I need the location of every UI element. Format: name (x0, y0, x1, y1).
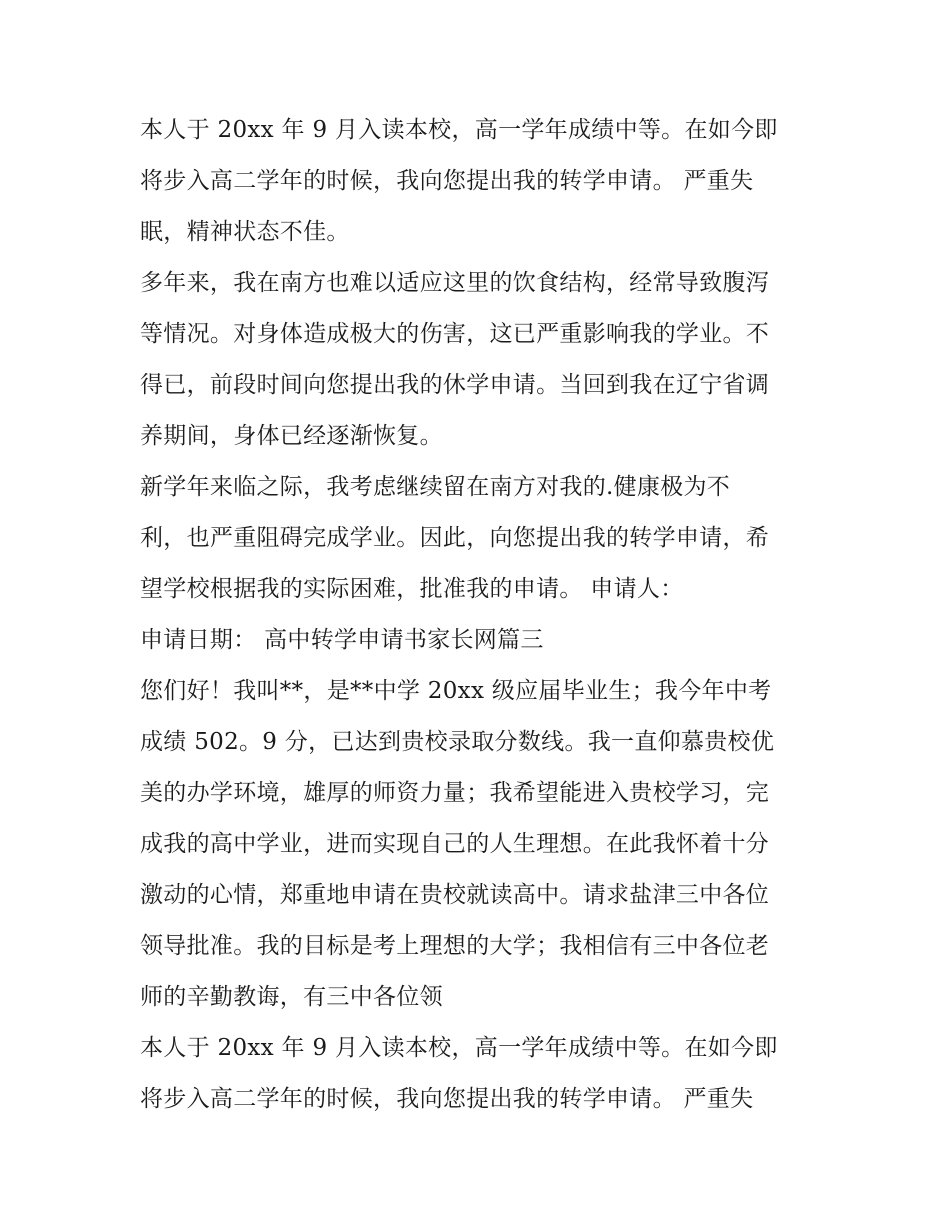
text-line: 得已，前段时间向您提出我的休学申请。当回到我在辽宁省调 (140, 372, 770, 398)
text-line: 新学年来临之际，我考虑继续留在南方对我的.健康极为不 (140, 474, 731, 500)
text-line: 申请日期： 高中转学申请书家长网篇三 (140, 627, 544, 653)
text-line: 养期间，身体已经逐渐恢复。 (140, 423, 443, 449)
text-line: 师的辛勤教诲，有三中各位领 (140, 984, 443, 1010)
text-line: 激动的心情，郑重地申请在贵校就读高中。请求盐津三中各位 (140, 882, 770, 908)
text-line: 将步入高二学年的时候，我向您提出我的转学申请。 严重失 (140, 1086, 754, 1112)
text-line: 美的办学环境，雄厚的师资力量；我希望能进入贵校学习，完 (140, 780, 770, 806)
text-line: 等情况。对身体造成极大的伤害，这已严重影响我的学业。不 (140, 321, 770, 347)
text-line: 利，也严重阻碍完成学业。因此，向您提出我的转学申请，希 (140, 525, 770, 551)
text-line: 本人于 20xx 年 9 月入读本校，高一学年成绩中等。在如今即 (140, 117, 778, 143)
text-line: 多年来，我在南方也难以适应这里的饮食结构，经常导致腹泻 (140, 270, 770, 296)
text-line: 望学校根据我的实际困难，批准我的申请。 申请人： (140, 576, 684, 602)
text-line: 眠，精神状态不佳。 (140, 219, 350, 245)
text-line: 本人于 20xx 年 9 月入读本校，高一学年成绩中等。在如今即 (140, 1035, 778, 1061)
text-line: 将步入高二学年的时候，我向您提出我的转学申请。 严重失 (140, 168, 754, 194)
text-line: 领导批准。我的目标是考上理想的大学；我相信有三中各位老 (140, 933, 770, 959)
text-line: 您们好！我叫**，是**中学 20xx 级应届毕业生；我今年中考 (140, 678, 772, 704)
document-body (140, 105, 820, 1125)
text-line: 成我的高中学业，进而实现自己的人生理想。在此我怀着十分 (140, 831, 770, 857)
text-line: 成绩 502。9 分，已达到贵校录取分数线。我一直仰慕贵校优 (140, 729, 775, 755)
